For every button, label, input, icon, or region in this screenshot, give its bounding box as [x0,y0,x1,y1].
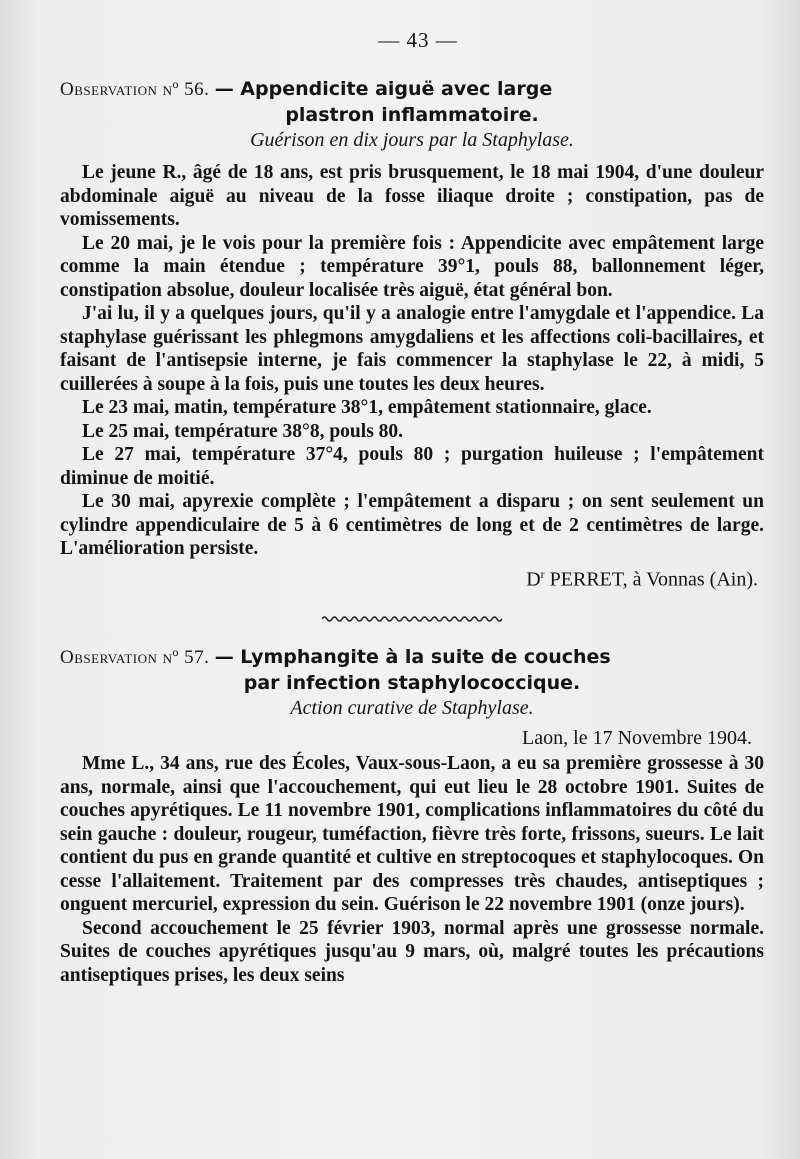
page-number: — 43 — [378,28,458,52]
wavy-rule-icon [322,614,502,624]
observation-56 [60,75,764,591]
observation-56-label: Observation nº 56. [60,79,210,100]
observation-57-title: — Lymphangite à la suite de couches [214,646,611,669]
observation-57-label: Observation nº 57. [60,647,210,669]
observation-57-heading [60,643,764,721]
observation-57 [60,643,764,987]
observation-56-subtitle: Guérison en dix jours par la Staphylase. [250,129,574,151]
paragraph: Le 30 mai, apyrexie complète ; l'empâtement a disparu ; on sent seulement un cylindre appendiculaire de 5 à 6 centimètres de long et de 2 centimètres de large. L'amélioration persiste. [60,491,764,559]
observation-56-heading [60,75,764,153]
paragraph: Mme L., 34 ans, rue des Écoles, Vaux-sous-Laon, a eu sa première grossesse à 30 ans, normale, ainsi que l'accouchement, qui eut lieu le 28 octobre 1901. Suites de couches apyrétiques. Le 11 novembre 1901, complications inflammatoires du côté du sein gauche : douleur, rougeur, tuméfaction, fièvre très forte, frissons, sueurs. Le lait contient du pus en grande quantité et cultive en streptocoques et staphylocoques. On cesse l'allaitement. Traitement par des compresses très chaudes, antiseptiques ; onguent mercuriel, expression du sein. Guérison le 22 novembre 1901 (onze jours). [60,753,764,916]
paragraph: Second accouchement le 25 février 1903, normal après une grossesse normale. Suites de couches apyrétiques jusqu'au 9 mars, où, malgré toutes les précautions antiseptiques prises, les deux seins [60,917,764,986]
signature-prefix: D [526,568,541,591]
signature [60,567,764,592]
observation-56-title: — Appendicite aiguë avec large [214,78,553,100]
observation-57-body [60,752,764,987]
observation-56-body [60,161,764,561]
paragraph: Le 25 mai, température 38°8, pouls 80. [82,420,404,442]
section-divider [60,611,764,629]
paragraph: Le 27 mai, température 37°4, pouls 80 ; purgation huileuse ; l'empâtement diminue de moitié. [60,444,764,489]
signature-sup: r [540,566,545,581]
signature-name: PERRET, à Vonnas (Ain). [544,568,758,591]
paragraph: J'ai lu, il y a quelques jours, qu'il y a analogie entre l'amygdale et l'appendice. La staphylase guérissant les phlegmons amygdaliens et les affections coli-bacillaires, et faisant de l'antisepsie interne, je fais commencer la staphylase le 22, à midi, 5 cuillerées à soupe à la fois, puis une toutes les deux heures. [60,303,764,395]
paragraph: Le jeune R., âgé de 18 ans, est pris brusquement, le 18 mai 1904, d'une douleur abdominale aiguë au niveau de la fosse iliaque droite ; constipation, pas de vomissements. [60,162,764,230]
observation-56-title-cont: plastron inflammatoire. [285,104,539,126]
paragraph: Le 20 mai, je le vois pour la première fois : Appendicite avec empâtement large comme la main étendue ; température 39°1, pouls 88, ballonnement léger, constipation absolue, douleur localisée très aiguë, état général bon. [60,232,764,301]
place-date: Laon, le 17 Novembre 1904. [522,727,752,750]
paragraph: Le 23 mai, matin, température 38°1, empâtement stationnaire, glace. [82,397,652,418]
observation-57-title-cont: par infection staphylococcique. [243,672,581,695]
observation-57-subtitle: Action curative de Staphylase. [290,697,534,720]
